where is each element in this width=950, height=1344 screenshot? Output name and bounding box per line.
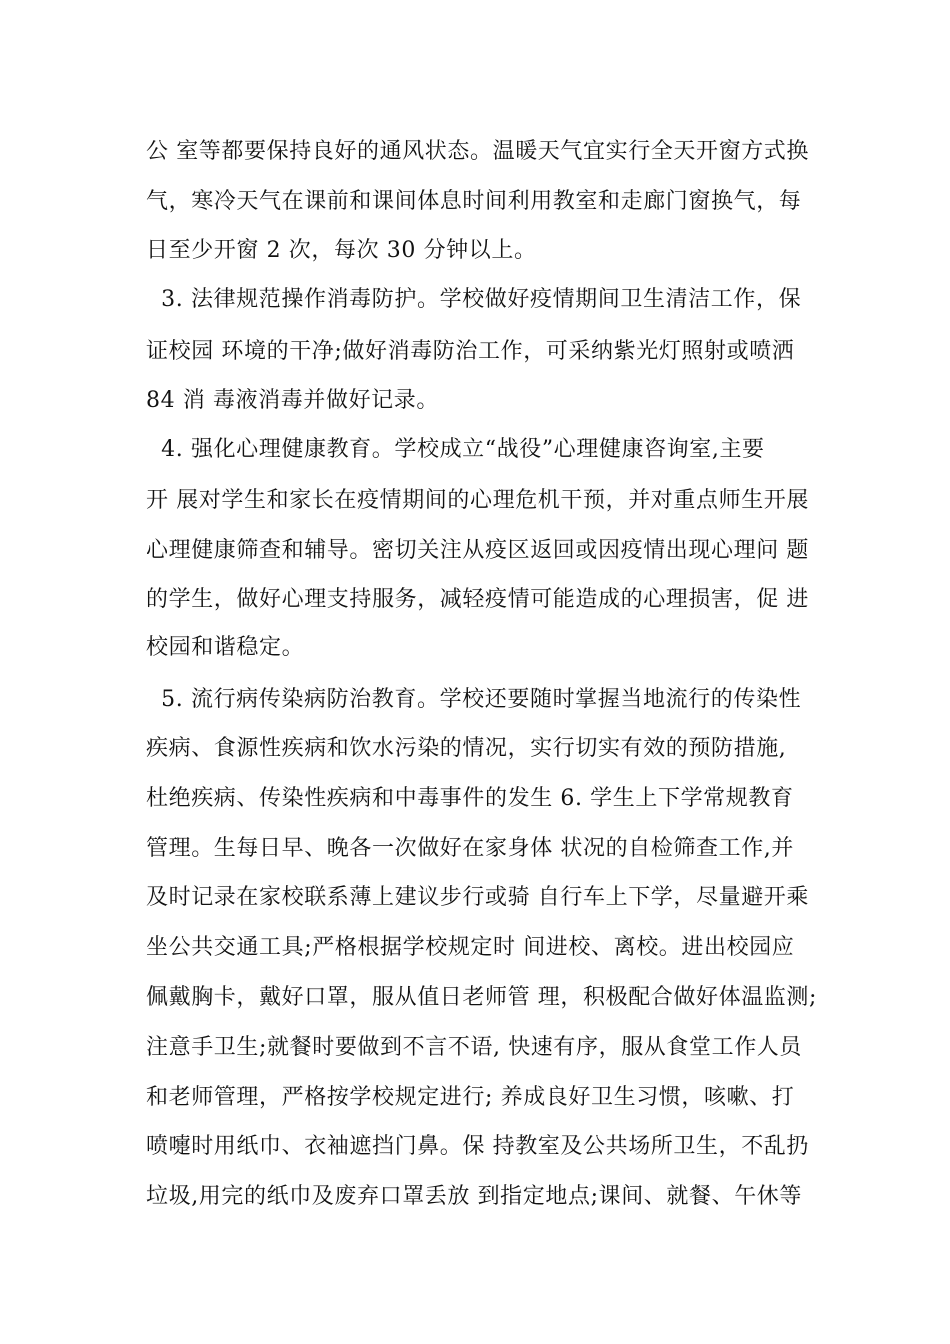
text-line: 喷嚏时用纸巾、衣袖遮挡门鼻。保 持教室及公共场所卫生，不乱扔 [146, 1134, 809, 1159]
text-line: 坐公共交通工具;严格根据学校规定时 间进校、离校。进出校园应 [146, 935, 795, 960]
text-line: 的学生，做好心理支持服务，减轻疫情可能造成的心理损害，促 进 [146, 587, 809, 612]
text-line: 疾病、食源性疾病和饮水污染的情况，实行切实有效的预防措施, [146, 736, 787, 761]
text-line: 84 消 毒液消毒并做好记录。 [146, 388, 439, 413]
text-line: 及时记录在家校联系薄上建议步行或骑 自行车上下学，尽量避开乘 [146, 885, 809, 910]
text-line: 3. 法律规范操作消毒防护。学校做好疫情期间卫生清洁工作，保 [146, 287, 802, 312]
text-line: 心理健康筛查和辅导。密切关注从疫区返回或因疫情出现心理问 题 [146, 538, 809, 563]
text-line: 气，寒冷天气在课前和课间体息时间利用教室和走廊门窗换气，每 [146, 189, 802, 214]
text-line: 和老师管理，严格按学校规定进行; 养成良好卫生习惯，咳嗽、打 [146, 1085, 795, 1110]
text-line: 4. 强化心理健康教育。学校成立“战役”心理健康咨询室,主要 [146, 437, 765, 462]
text-line: 管理。生每日早、晚各一次做好在家身体 状况的自检筛查工作,并 [146, 836, 794, 861]
text-line: 证校园 环境的干净;做好消毒防治工作，可采纳紫光灯照射或喷洒 [146, 339, 795, 364]
text-line: 公 室等都要保持良好的通风状态。温暖天气宜实行全天开窗方式换 [146, 139, 809, 164]
text-line: 垃圾,用完的纸巾及废弃口罩丢放 到指定地点;课间、就餐、午休等 [146, 1184, 803, 1209]
text-line: 校园和谐稳定。 [146, 635, 305, 660]
text-line: 开 展对学生和家长在疫情期间的心理危机干预，并对重点师生开展 [146, 488, 809, 513]
text-line: 日至少开窗 2 次，每次 30 分钟以上。 [146, 238, 537, 263]
text-line: 注意手卫生;就餐时要做到不言不语, 快速有序，服从食堂工作人员 [146, 1035, 803, 1060]
text-line: 佩戴胸卡，戴好口罩，服从值日老师管 理，积极配合做好体温监测; [146, 985, 818, 1010]
text-line: 5. 流行病传染病防治教育。学校还要随时掌握当地流行的传染性 [146, 687, 802, 712]
text-line: 杜绝疾病、传染性疾病和中毒事件的发生 6. 学生上下学常规教育 [146, 786, 794, 811]
